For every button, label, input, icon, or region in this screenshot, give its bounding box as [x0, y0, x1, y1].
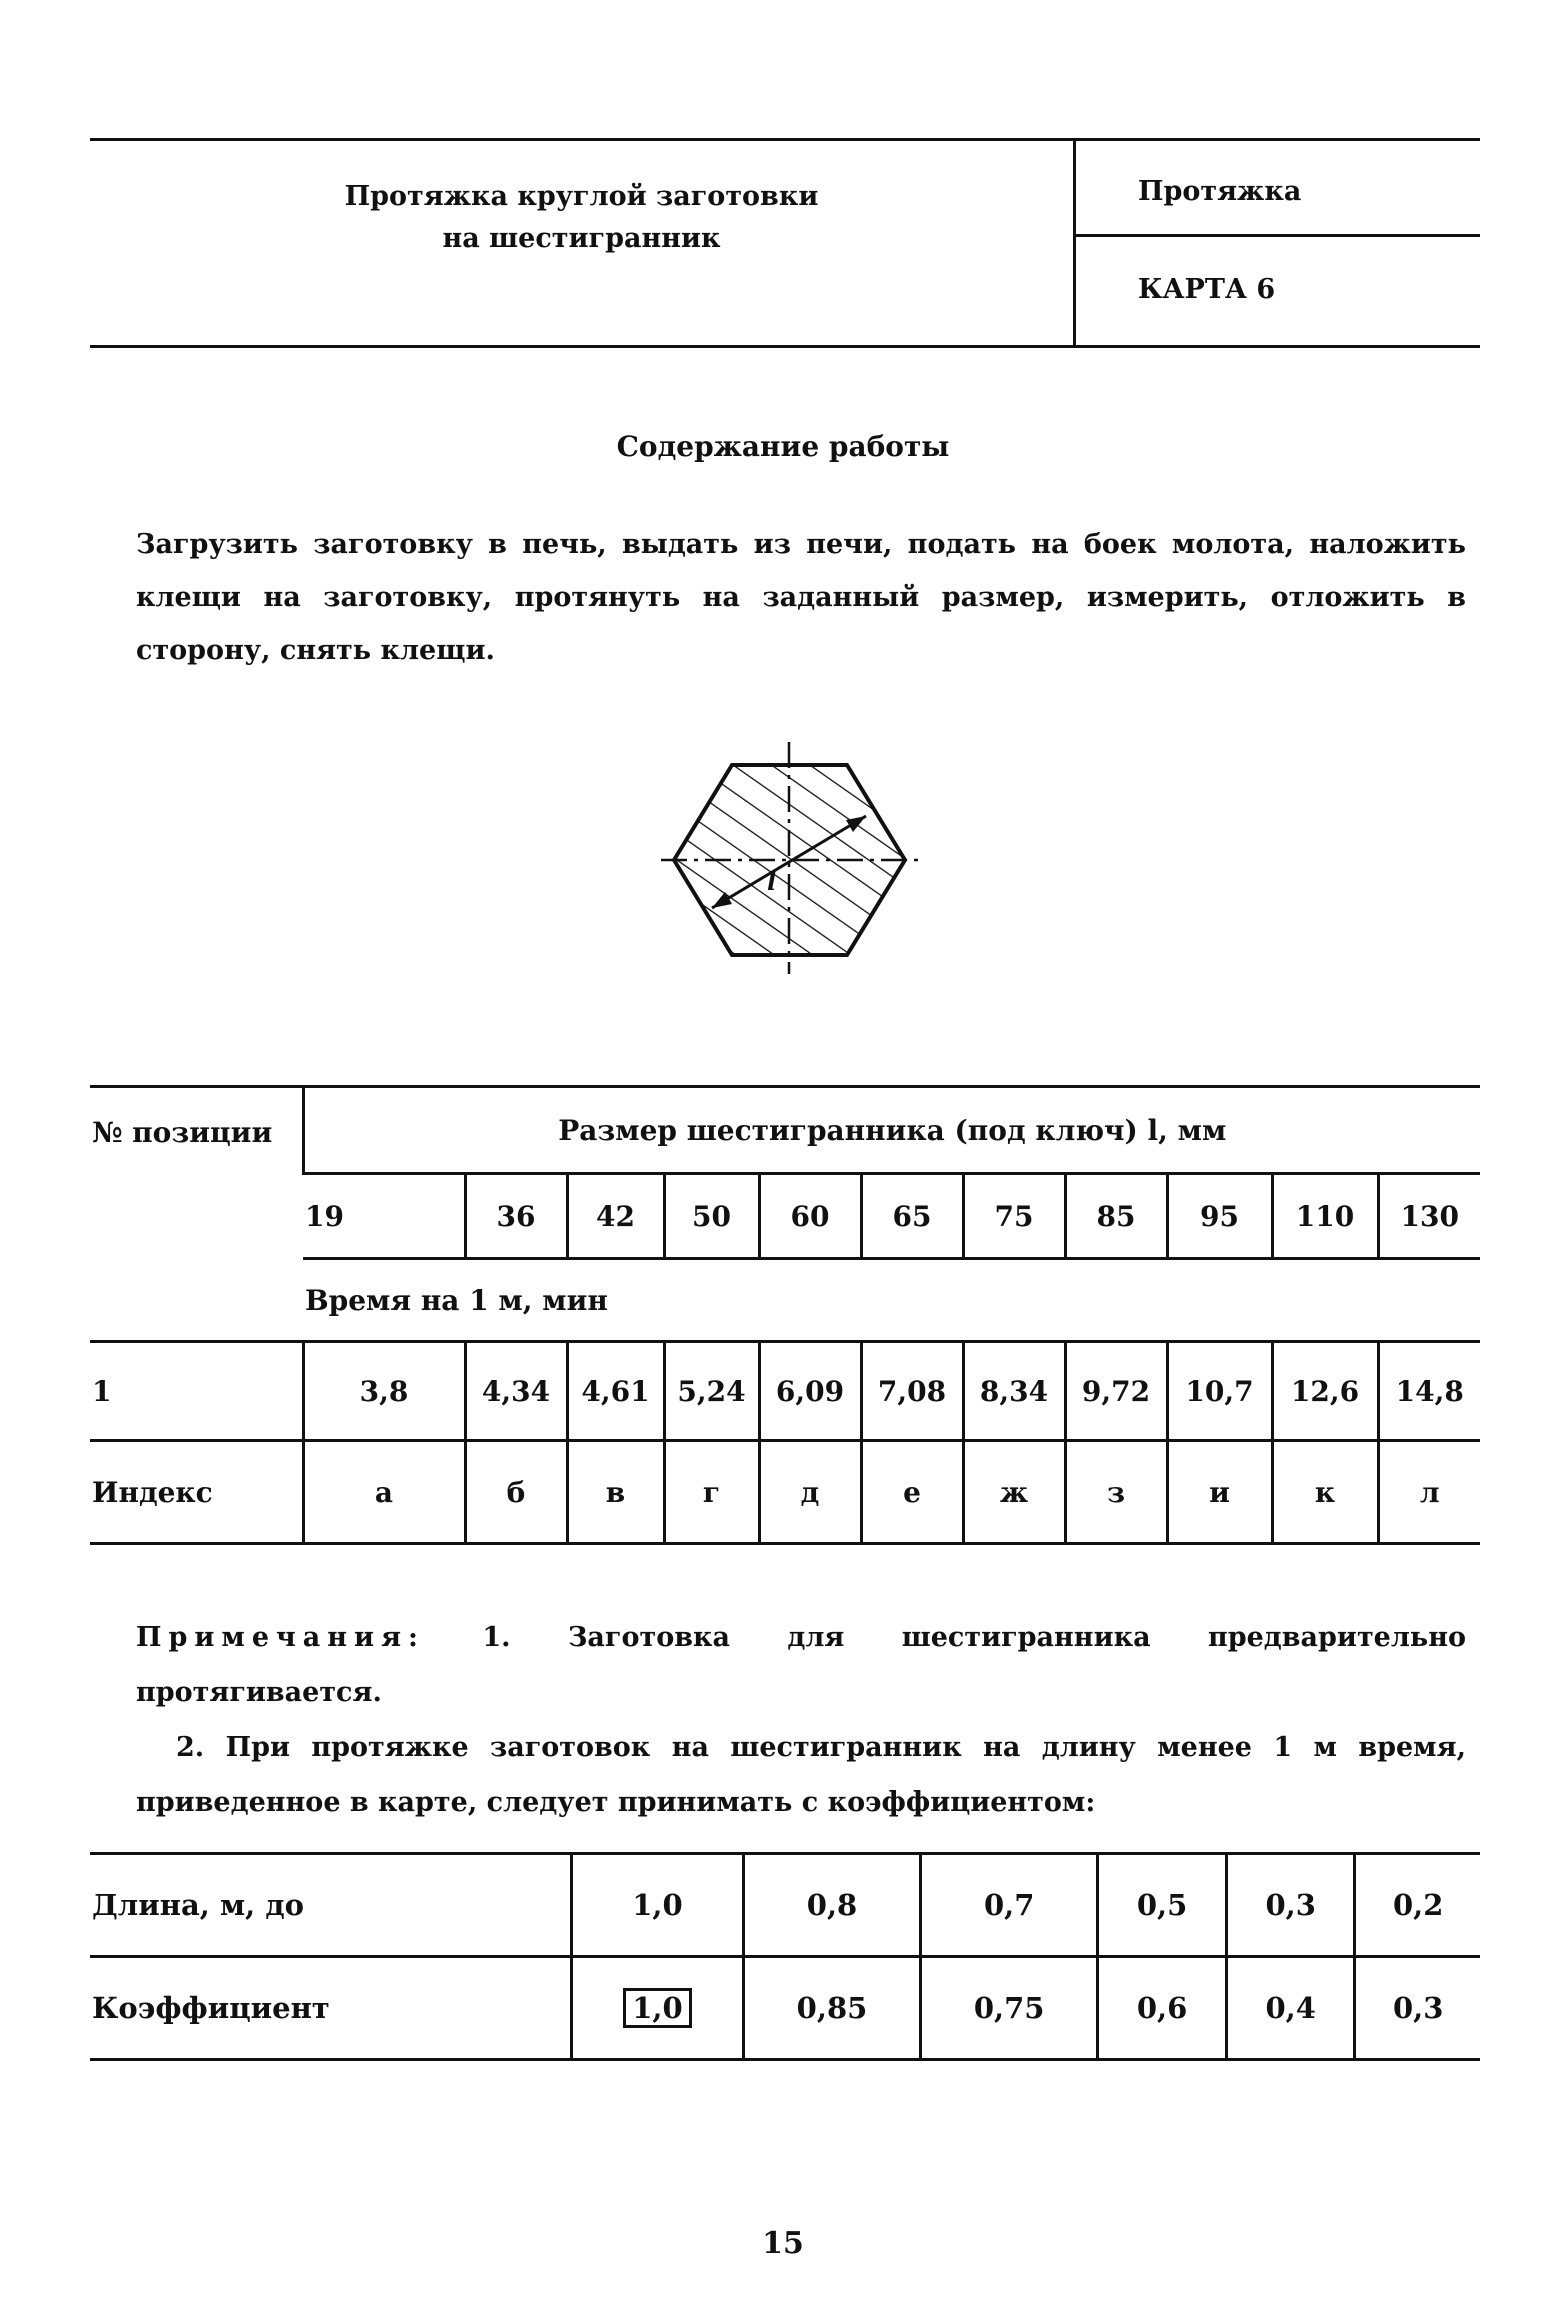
index-cell: ж	[963, 1441, 1065, 1544]
card-title-line-2: на шестигранник	[442, 222, 721, 254]
time-cell: 5,24	[664, 1342, 759, 1441]
operation-name: Протяжка	[1138, 176, 1302, 207]
length-cell: 0,8	[743, 1854, 920, 1957]
coefficient-cell: 0,6	[1098, 1957, 1227, 2060]
time-cell: 12,6	[1272, 1342, 1378, 1441]
coefficient-cell: 0,3	[1355, 1957, 1480, 2060]
time-cell: 9,72	[1065, 1342, 1167, 1441]
size-cell: 36	[465, 1174, 567, 1259]
time-table	[90, 1085, 1480, 1545]
index-label: Индекс	[90, 1441, 303, 1544]
boxed-coefficient: 1,0	[623, 1988, 691, 2029]
size-cell: 95	[1167, 1174, 1272, 1259]
coefficient-cell: 0,85	[743, 1957, 920, 2060]
card-title-line-1: Протяжка круглой заготовки	[344, 181, 819, 212]
notes-lead: Примечания:	[136, 1622, 425, 1653]
time-cell: 4,34	[465, 1342, 567, 1441]
length-row	[90, 1854, 1480, 1957]
coefficient-label: Коэффициент	[90, 1957, 572, 2060]
index-cell: а	[303, 1441, 465, 1544]
note-1-text: 1. Заготовка для шестигранника предварительно протягивается.	[136, 1622, 1466, 1708]
size-header: Размер шестигранника (под ключ) l, мм	[303, 1087, 1480, 1174]
time-header: Время на 1 м, мин	[303, 1259, 1480, 1342]
coefficient-cell	[572, 1957, 744, 2060]
length-cell: 0,3	[1226, 1854, 1355, 1957]
size-cell: 50	[664, 1174, 759, 1259]
index-row	[90, 1441, 1480, 1544]
header-bottom-rule	[90, 345, 1480, 348]
time-cell: 14,8	[1378, 1342, 1480, 1441]
coefficient-cell: 0,75	[921, 1957, 1098, 2060]
length-label: Длина, м, до	[90, 1854, 572, 1957]
coefficient-row	[90, 1957, 1480, 2060]
length-cell: 1,0	[572, 1854, 744, 1957]
dimension-label: l	[767, 867, 777, 896]
time-values-row	[90, 1342, 1480, 1441]
size-cell: 65	[861, 1174, 963, 1259]
size-cell: 42	[567, 1174, 664, 1259]
size-cell: 75	[963, 1174, 1065, 1259]
page-number: 15	[762, 2226, 804, 2261]
time-cell: 7,08	[861, 1342, 963, 1441]
work-description: Загрузить заготовку в печь, выдать из печи, подать на боек молота, наложить клещи на заготовку, протянуть на заданный размер, измерить, отложить в сторону, снять клещи.	[136, 529, 1466, 666]
hexagon-figure	[655, 738, 925, 978]
position-column-header: № позиции	[90, 1087, 303, 1342]
notes-block	[136, 1610, 1466, 1830]
header-right-divider	[1076, 234, 1480, 237]
header-top-rule	[90, 138, 1480, 141]
time-cell: 8,34	[963, 1342, 1065, 1441]
index-cell: б	[465, 1441, 567, 1544]
note-1	[136, 1610, 1466, 1720]
size-cell: 130	[1378, 1174, 1480, 1259]
position-number: 1	[90, 1342, 303, 1441]
card-header	[90, 138, 1480, 348]
index-cell: е	[861, 1441, 963, 1544]
coefficient-cell: 0,4	[1226, 1957, 1355, 2060]
size-header-row	[90, 1087, 1480, 1174]
index-cell: г	[664, 1441, 759, 1544]
time-cell: 4,61	[567, 1342, 664, 1441]
size-cell: 110	[1272, 1174, 1378, 1259]
card-number: КАРТА 6	[1138, 274, 1276, 305]
size-cell: 19	[303, 1174, 465, 1259]
section-heading: Содержание работы	[616, 430, 950, 463]
length-cell: 0,2	[1355, 1854, 1480, 1957]
index-cell: в	[567, 1441, 664, 1544]
card-title	[90, 176, 1073, 260]
note-2: 2. При протяжке заготовок на шестигранник на длину менее 1 м время, приведенное в карте, следует принимать с коэффициентом:	[136, 1732, 1466, 1818]
index-cell: л	[1378, 1441, 1480, 1544]
index-cell: и	[1167, 1441, 1272, 1544]
coefficient-table	[90, 1852, 1480, 2061]
time-cell: 3,8	[303, 1342, 465, 1441]
index-cell: д	[759, 1441, 861, 1544]
length-cell: 0,5	[1098, 1854, 1227, 1957]
index-cell: к	[1272, 1441, 1378, 1544]
time-cell: 10,7	[1167, 1342, 1272, 1441]
size-cell: 60	[759, 1174, 861, 1259]
length-cell: 0,7	[921, 1854, 1098, 1957]
time-cell: 6,09	[759, 1342, 861, 1441]
size-cell: 85	[1065, 1174, 1167, 1259]
header-divider	[1073, 138, 1076, 348]
index-cell: з	[1065, 1441, 1167, 1544]
